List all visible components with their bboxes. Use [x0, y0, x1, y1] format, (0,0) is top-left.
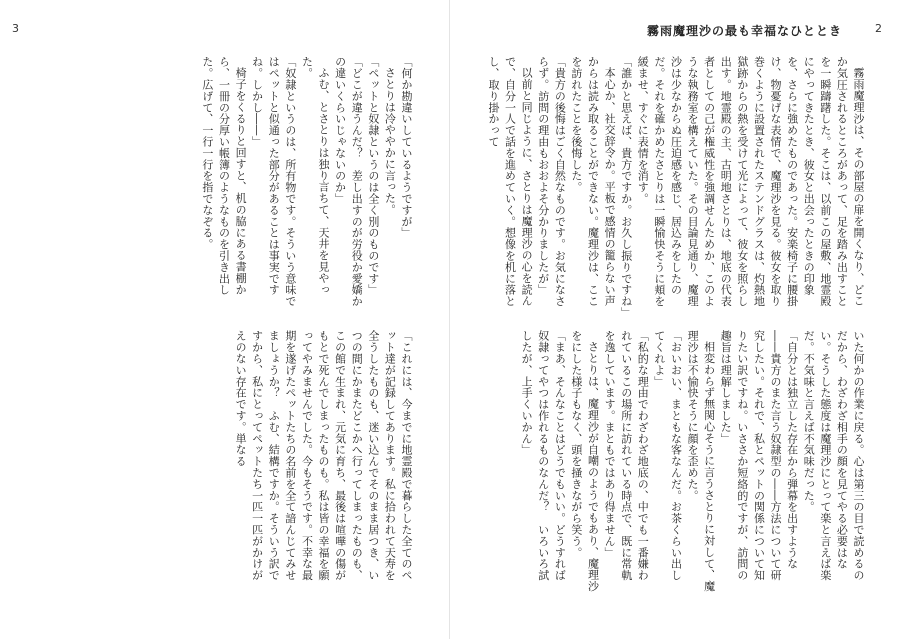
- running-head-title: 霧雨魔理沙の最も幸福なひととき: [646, 24, 842, 38]
- left-top-text-block: [42, 56, 414, 313]
- paragraph: 「奴隷というのは、所有物です。そういう意味ではペットと似通った部分があることは事実ですね。しかし――」: [250, 56, 297, 307]
- paragraph: 「まあ、そんなことはどうでもいい。どうすれば奴隷ってやつは作れるものなんだ？ いろいろ試したが、上手くいかん」: [520, 330, 567, 581]
- paragraph: 「どこが違うんだ？ 差し出すのが労役か愛嬌かの違いくらいじゃないのか」: [333, 56, 364, 307]
- paragraph: 相変わらず無関心そうに言うさとりに対して、魔理沙は不愉快そうに顔を歪めた。: [686, 330, 716, 592]
- paragraph: 本心か、社交辞令か。平板で感情の籠らない声からは読み取ることができない。魔理沙は、ここを訪れたことを後悔した。: [569, 56, 617, 307]
- paragraph: 「おいおい、まともな客なんだ。お茶くらい出してくれよ」: [652, 330, 683, 581]
- right-page: [450, 0, 900, 639]
- paragraph: 「誰かと思えば、貴方ですか。お久し振りですね」: [619, 56, 633, 319]
- page-number-right: 2: [875, 22, 882, 35]
- paragraph: 「貴方の後悔はごく自然なものです。お気になさらず。訪問の理由もおおよそ分かりましたが」: [536, 56, 567, 307]
- paragraph: ふむ、とさとりは独り言ちて、天井を見やった。: [300, 56, 331, 295]
- paragraph: さとりは冷ややかに言った。: [383, 67, 397, 216]
- paragraph: 「これには、今までに地霊殿で暮らした全てのペット達が記録してあります。私に拾われて天寿を全うしたものも、迷い込んでそのまま居つき、いつの間にかまたどこかへ行ってしまったものも、この館で生まれ、元気に育ち、最後は喧嘩の傷がもとで死んでしまったものも。私は皆の幸福を願ってやみませんでした。今もそうです。不幸な最期を遂げたペットたちの名前を全て諳んじてみせましょうか？ ふむ、結構ですか。そういう訳ですから、私にとってペットたち一匹一匹がかけがえのない存在です。単なる: [234, 330, 413, 581]
- paragraph: さとりは、魔理沙が自嘲のようでもあり、魔理沙をにした様子もなく、頭を掻きながら笑う。: [569, 330, 600, 592]
- paragraph: いた何かの作業に戻る。心は第三の目で読めるのだから、わざわざ相手の顔を見てやる必要はない。そうした態度は魔理沙にとって楽と言えば楽だ。不気味と言えば不気味だった。: [802, 330, 865, 581]
- left-bottom-text-block: [42, 330, 414, 592]
- paragraph: 「私的な理由でわざわざ地底の、中でも一番嫌われているこの場所に訪れている時点で、既に常軌を逸しています。まともではあり得ません」: [603, 330, 650, 581]
- right-bottom-text-block: [494, 330, 866, 592]
- paragraph: 「何か勘違いしているようですが」: [400, 56, 413, 239]
- right-top-text-block: [486, 56, 866, 319]
- paragraph: 霧雨魔理沙は、その部屋の扉を開くなり、どこか気圧されるところがあって、足を踏み出すことを一瞬躊躇した。そこは、以前この屋敷、地霊殿にやってきたとき、彼女と出会ったときの印象を、さらに強めたものであった。安楽椅子に腰掛け、物憂げな表情で、魔理沙を見る。彼女を取り巻くように設置されたステンドグラスは、灼熱地獄跡からの熱を受けて光によって、彼女を照らし出す。地霊殿の主、古明地さとりは、地底の代表者としての己が権威性を強調せんためか、このような執務室を構えていた。その目論見通り、魔理沙は少なからぬ圧迫感を感じ、居込みをしたのだ。それを確かめたさとりは一瞬愉快そうに頬を緩ませ、すぐに表情を消す。: [636, 56, 865, 307]
- paragraph: 椅子をくるりと回すと、机の脇にある書棚から、一冊の分厚い帳簿のようなものを引き出した。広げて、一行一行を指でなぞる。: [200, 56, 248, 296]
- paragraph: 以前と同じように、さとりは魔理沙の心を読んで、自分一人で話を進めていく。想像を机に落とし、取り掛かって: [486, 56, 534, 307]
- paragraph: 「ペットと奴隷というのは全く別のものです」: [366, 56, 380, 296]
- page-number-left: 3: [12, 22, 19, 35]
- paragraph: 「自分とは独立した存在から弾幕を出すような――貴方のまた言う奴隷型の――方法について研究したい。それで、私とペットの関係について知りたい訳ですね。いささか短絡的ですが、訪問の趣旨は理解しました」: [719, 330, 799, 581]
